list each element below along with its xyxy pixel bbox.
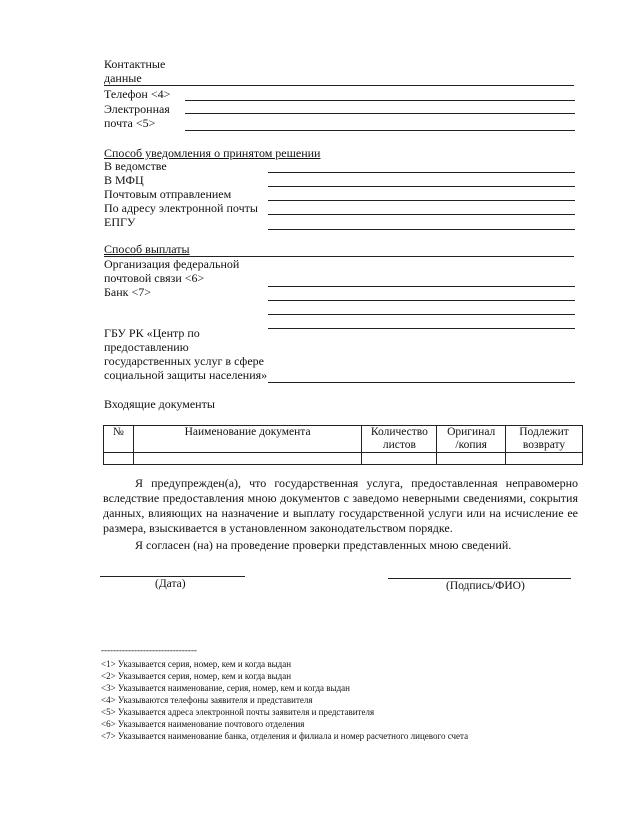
footnote-5: <5> Указывается адреса электронной почты заявителя и представителя (101, 707, 375, 717)
payment-post-field-line[interactable] (268, 286, 575, 287)
col-return (506, 426, 583, 453)
notify-line-3[interactable] (268, 200, 575, 201)
phone-label: Телефон <4> (104, 87, 171, 101)
footnote-separator: -------------------------------- (101, 645, 197, 655)
col-num: № (104, 426, 134, 453)
date-label: (Дата) (155, 578, 186, 590)
col-count-l2: листов (382, 439, 416, 451)
email-label-line2: почта <5> (104, 116, 156, 130)
notify-option-mail: Почтовым отправлением (104, 187, 232, 201)
col-orig (437, 426, 506, 453)
col-return-l1: Подлежит (519, 426, 569, 438)
footnote-7: <7> Указывается наименование банка, отделения и филиала и номер расчетного лицевого счета (101, 731, 469, 741)
phone-field-line[interactable] (185, 100, 575, 101)
table-cell[interactable] (506, 453, 583, 465)
notify-option-dept: В ведомстве (104, 159, 167, 173)
col-count-l1: Количество (370, 426, 428, 438)
warning-paragraph: Я предупрежден(а), что государственная услуга, предоставленная неправомерно вследствие предоставления мною документов с заведомо неверными сведениями, сокрытия данных, влияющих на назначение и выплату государственной услуги или на исчисление ее размера, взыскивается в установленном законодательством порядке. (103, 476, 578, 535)
payment-post-line1: Организация федеральной (104, 257, 240, 271)
table-header-row (104, 426, 583, 453)
notify-line-1[interactable] (268, 172, 575, 173)
payment-bank-line-3[interactable] (268, 328, 575, 329)
notify-line-2[interactable] (268, 186, 575, 187)
incoming-heading: Входящие документы (104, 397, 215, 411)
footnote-3: <3> Указывается наименование, серия, номер, кем и когда выдан (101, 683, 350, 693)
payment-bank: Банк <7> (104, 285, 152, 299)
table-cell[interactable] (104, 453, 134, 465)
contacts-heading-underline (104, 85, 574, 86)
payment-bank-line-1[interactable] (268, 300, 575, 301)
col-orig-l2: /копия (455, 439, 487, 451)
table-cell[interactable] (362, 453, 437, 465)
table-cell[interactable] (437, 453, 506, 465)
footnote-2: <2> Указывается серия, номер, кем и когда выдан (101, 671, 292, 681)
footnote-4: <4> Указываются телефоны заявителя и представителя (101, 695, 313, 705)
notify-option-email: По адресу электронной почты (104, 201, 258, 215)
email-label-line1: Электронная (104, 102, 170, 116)
notify-line-5[interactable] (268, 229, 575, 230)
notify-heading: Способ уведомления о принятом решении (104, 146, 321, 160)
signature-label: (Подпись/ФИО) (446, 580, 525, 592)
col-orig-l1: Оригинал (447, 426, 496, 438)
documents-table (103, 425, 583, 465)
table-row[interactable] (104, 453, 583, 465)
col-count (362, 426, 437, 453)
payment-post-line2: почтовой связи <6> (104, 271, 205, 285)
footnote-6: <6> Указывается наименование почтового отделения (101, 719, 305, 729)
consent-paragraph: Я согласен (на) на проведение проверки представленных мною сведений. (135, 538, 512, 552)
contacts-heading-line1: Контактные (104, 57, 166, 71)
notify-line-4[interactable] (268, 214, 575, 215)
footnote-1: <1> Указывается серия, номер, кем и когда выдан (101, 659, 292, 669)
center-line2: предоставлению (104, 340, 189, 354)
col-return-l2: возврату (522, 439, 566, 451)
contacts-heading-line2: данные (104, 71, 142, 85)
center-line1: ГБУ РК «Центр по (104, 326, 200, 340)
date-line[interactable] (100, 576, 245, 577)
table-cell[interactable] (133, 453, 362, 465)
col-name: Наименование документа (133, 426, 362, 453)
email-field-line-1[interactable] (185, 113, 575, 114)
payment-bank-line-2[interactable] (268, 314, 575, 315)
notify-option-mfc: В МФЦ (104, 173, 144, 187)
signature-line[interactable] (388, 578, 571, 579)
center-line3: государственных услуг в сфере (104, 354, 264, 368)
notify-option-epgu: ЕПГУ (104, 215, 136, 229)
payment-heading: Способ выплаты (104, 242, 190, 256)
center-field-line[interactable] (268, 382, 575, 383)
center-line4: социальной защиты населения» (104, 368, 268, 382)
email-field-line-2[interactable] (185, 130, 575, 131)
